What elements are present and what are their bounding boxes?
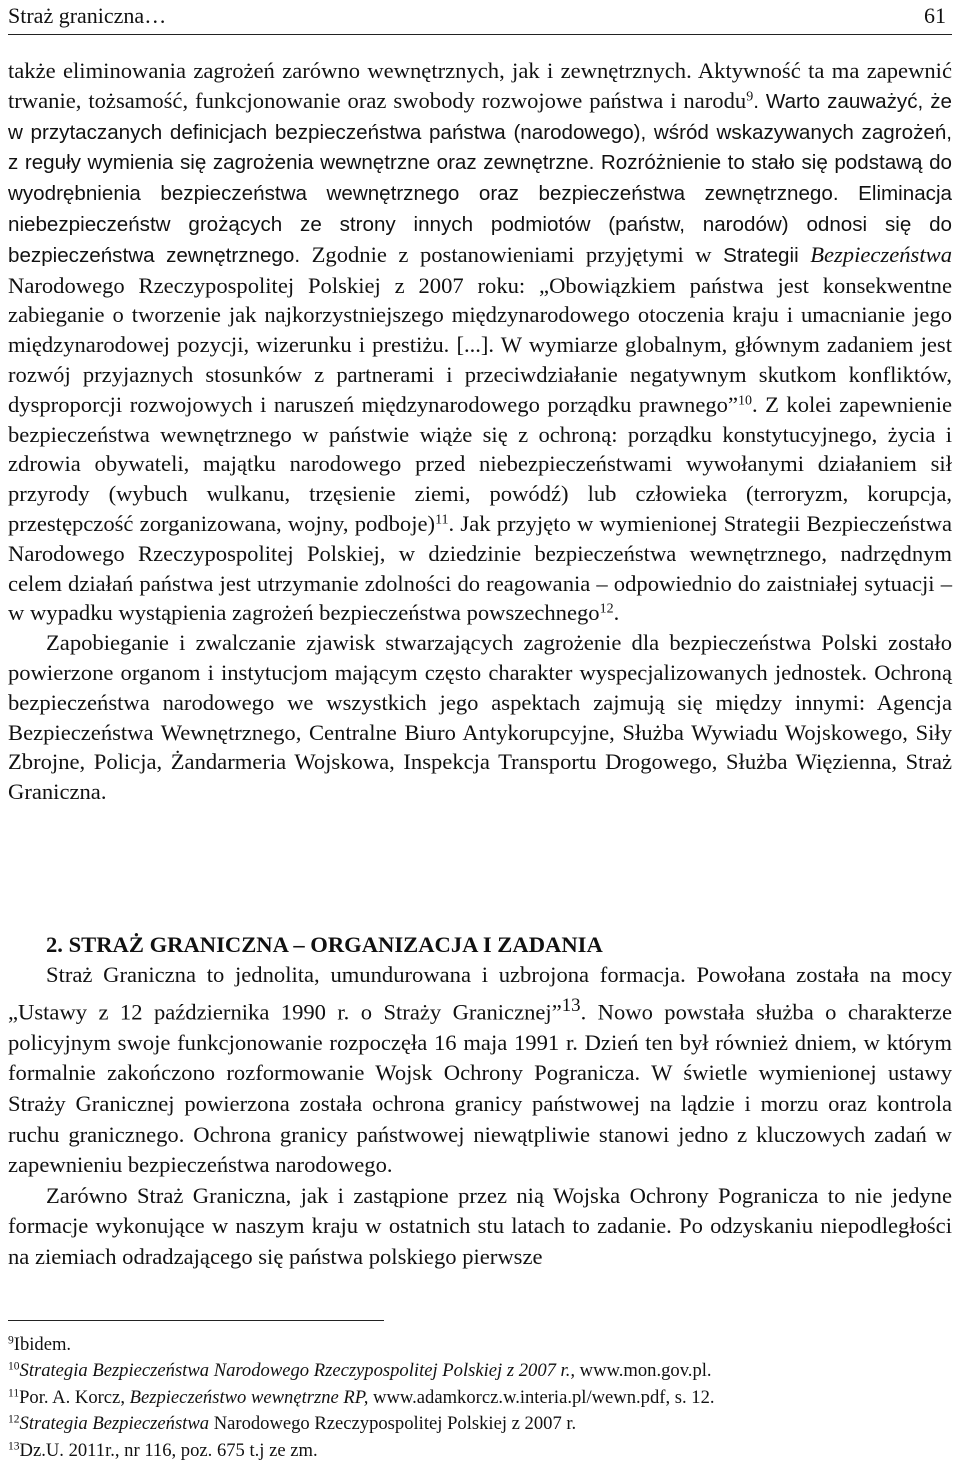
- paragraph-1-text-c: Zgodnie z postanowieniami przyjętymi w: [300, 241, 724, 267]
- running-header: [8, 0, 952, 35]
- footnote-number: 10: [8, 1361, 20, 1374]
- security-italic-word: Bezpieczeństwa: [810, 241, 952, 267]
- section-body: [8, 960, 952, 1272]
- strategy-word: Strategii: [723, 243, 799, 267]
- paragraph-1-text-f: . Jak przyjęto w wymienionej Strategii Bezpieczeństwa Narodowego Rzeczypospolitej Polskiej, w dziedzinie bezpieczeństwa wewnętrznego, nadrzędnym celem działań państwa jest utrzymanie zdolności do reagowania – odpowiednio do zaistniałej sytuacji – w wypadku wystąpienia zagrożeń bezpieczeństwa powszechnego: [8, 510, 952, 626]
- main-body: [8, 56, 952, 807]
- paragraph-1-text-d: Narodowego Rzeczypospolitej Polskiej z 2007 roku: „Obowiązkiem państwa jest konsekwentne zabieganie o tworzenie jak najkorzystniejszego międzynarodowego otoczenia kraju i umacnianie jego międzynarodowej pozycji, wizerunku i prestiżu. [...]. W wymiarze globalnym, głównym zadaniem jest rozwój przyjaznych stosunków z partnerami i przeciwdziałanie negatywnym skutkom konfliktów, dysproporcji rozwojowych i naruszeń międzynarodowego porządku prawnego”: [8, 272, 952, 417]
- footnote-ref-11[interactable]: 11: [435, 512, 449, 528]
- paragraph-1-text-g: .: [613, 600, 620, 626]
- footnote-text: Por. A. Korcz,: [19, 1386, 130, 1408]
- section-heading: 2. STRAŻ GRANICZNA – ORGANIZACJA I ZADANIA: [46, 932, 603, 957]
- footnote-number: 11: [8, 1387, 20, 1400]
- footnote-9: [8, 1332, 952, 1358]
- paragraph-1: [8, 56, 952, 628]
- section-paragraph-1: [8, 960, 952, 1181]
- footnote-italic: Strategia Bezpieczeństwa Narodowego Rzeczypospolitej Polskiej z 2007 r.,: [19, 1360, 576, 1382]
- footnote-link[interactable]: www.mon.gov.pl.: [575, 1360, 712, 1382]
- footnote-text: Dz.U. 2011r., nr 116, poz. 675 t.j ze zm.: [19, 1439, 318, 1461]
- paragraph-1-text-e: . Z kolei zapewnienie bezpieczeństwa wewnętrznego w państwie wiąże się z ochroną: porządku konstytucyjnego, życia i zdrowia obywateli, majątku narodowego przed niebezpieczeństwami wywołanymi działaniem sił przyrody (wybuch wulkanu, trzęsienie ziemi, powódź) lub człowieka (terroryzm, korupcja, przestępczość zorganizowana, wojny, podboje): [8, 391, 952, 536]
- footnote-12: [8, 1411, 952, 1437]
- paragraph-1-text-b: . Warto zauważyć, że w przytaczanych definicjach bezpieczeństwa państwa (narodowego), wśród wskazywanych zagrożeń, z reguły wymienia się zagrożenia wewnętrzne oraz zewnętrzne. Rozróżnienie to stało się podstawą do wyodrębnienia bezpieczeństwa wewnętrznego oraz bezpieczeństwa zewnętrznego. Eliminacja niebezpieczeństw grożących ze strony innych podmiotów (państw, narodów) odnosi się do bezpieczeństwa zewnętrznego.: [8, 89, 953, 267]
- paragraph-1-text-a: także eliminowania zagrożeń zarówno wewnętrznych, jak i zewnętrznych. Aktywność ta ma zapewnić trwanie, tożsamość, funkcjonowanie oraz swobody rozwojowe państwa i narodu: [8, 58, 952, 113]
- section-paragraph-2: Zarówno Straż Graniczna, jak i zastąpione przez nią Wojska Ochrony Pogranicza to nie jedyne formacje wykonujące w naszym kraju w ostatnich stu latach to zadanie. Po odzyskaniu niepodległości na ziemiach odradzającego się państwa polskiego pierwsze: [8, 1182, 952, 1269]
- footnote-10: [8, 1358, 952, 1384]
- footnote-italic: Bezpieczeństwo wewnętrzne RP,: [129, 1386, 369, 1408]
- footnote-number: 9: [8, 1334, 14, 1347]
- running-title: Straż graniczna…: [8, 3, 167, 28]
- paragraph-2: Zapobieganie i zwalczanie zjawisk stwarzających zagrożenie dla bezpieczeństwa Polski zostało powierzone organom i instytucjom mającym często charakter wyspecjalizowanych jednostek. Ochroną bezpieczeństwa narodowego we wszystkich jego aspektach zajmują się między innymi: Agencja Bezpieczeństwa Wewnętrznego, Centralne Biuro Antykorupcyjne, Służba Wywiadu Wojskowego, Siły Zbrojne, Policja, Żandarmeria Wojskowa, Inspekcja Transportu Drogowego, Służba Więzienna, Straż Graniczna.: [8, 630, 952, 805]
- section-paragraph-1-text-a: Straż Graniczna to jednolita, umundurowana i uzbrojona formacja. Powołana została na mocy „Ustawy z 12 października 1990 r. o Straży Granicznej”: [8, 962, 952, 1025]
- footnote-italic: Strategia Bezpieczeństwa: [19, 1413, 210, 1435]
- footnote-13: [8, 1438, 952, 1464]
- footnote-ref-13[interactable]: 13: [561, 994, 581, 1016]
- footnote-link[interactable]: www.adamkorcz.w.interia.pl/wewn.pdf, s. 12.: [368, 1386, 715, 1408]
- footnote-11: [8, 1385, 952, 1411]
- footnote-number: 12: [8, 1413, 20, 1426]
- footnote-text: Narodowego Rzeczypospolitej Polskiej z 2007 r.: [209, 1413, 577, 1435]
- footnote-number: 13: [8, 1440, 20, 1453]
- footnote-ref-10[interactable]: 10: [738, 393, 753, 409]
- footnotes: [8, 1332, 952, 1464]
- footnote-ref-9[interactable]: 9: [746, 89, 754, 105]
- footnote-text: Ibidem.: [13, 1334, 72, 1355]
- page-number: 61: [924, 3, 946, 28]
- section-paragraph-1-text-b: . Nowo powstała służba o charakterze policyjnym swoje funkcjonowanie rozpoczęła 16 maja 1991 r. Dzień ten był również dniem, w którym formalnie zakończono rozformowanie Wojsk Ochrony Pogranicza. W świetle wymienionej ustawy Straży Granicznej powierzona została ochrona granicy państwowej na lądzie i morzu oraz kontrola ruchu granicznego. Ochrona granicy państwowej niewątpliwie stanowi jedno z kluczowych zadań w zapewnieniu bezpieczeństwa narodowego.: [8, 999, 952, 1178]
- footnote-ref-12[interactable]: 12: [599, 601, 614, 617]
- footnote-separator: [8, 1320, 384, 1321]
